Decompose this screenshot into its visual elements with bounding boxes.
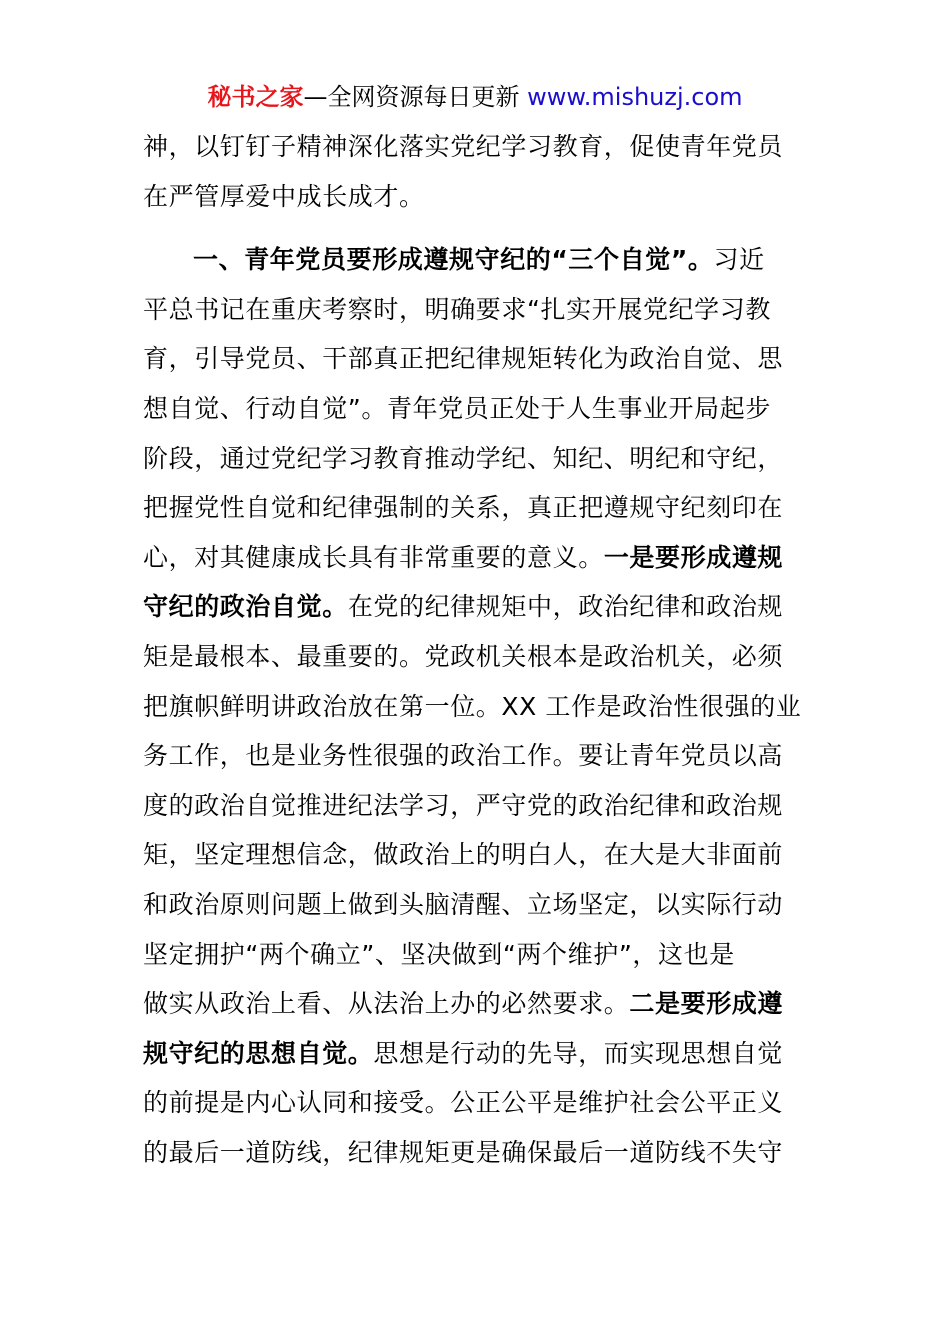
text-line: 想自觉、行动自觉”。青年党员正处于人生事业开局起步 (143, 393, 771, 423)
text-line: 务工作，也是业务性很强的政治工作。要让青年党员以高 (143, 741, 784, 771)
text-line (143, 533, 808, 583)
text-line: 平总书记在重庆考察时，明确要求“扎实开展党纪学习教 (143, 294, 771, 324)
page-header (0, 80, 950, 114)
text-line: 和政治原则问题上做到头脑清醒、立场坚定，以实际行动 (143, 889, 784, 919)
text-line: 度的政治自觉推进纪法学习，严守党的政治纪律和政治规 (143, 790, 784, 820)
header-slogan: —全网资源每日更新 (303, 83, 520, 111)
text-line: 的最后一道防线，纪律规矩更是确保最后一道防线不失守 (143, 1137, 784, 1167)
text-line: 把握党性自觉和纪律强制的关系，真正把遵规守纪刻印在 (143, 493, 784, 523)
text-line (143, 1029, 808, 1079)
text-line: 的前提是内心认同和接受。公正公平是维护社会公平正义 (143, 1088, 784, 1118)
text-line: 育，引导党员、干部真正把纪律规矩转化为政治自觉、思 (143, 344, 784, 374)
document-body (143, 122, 808, 1177)
section-heading: 一、青年党员要形成遵规守纪的“三个自觉”。 (193, 245, 714, 275)
text-line: 阶段，通过党纪学习教育推动学纪、知纪、明纪和守纪， (143, 443, 784, 473)
point-heading: 一是要形成遵规 (603, 542, 784, 572)
text-line: 在严管厚爱中成长成才。 (143, 181, 425, 211)
text-span: 心，对其健康成长具有非常重要的意义。 (143, 542, 604, 572)
text-line (143, 979, 808, 1029)
text-span: 做实从政治上看、从法治上办的必然要求。 (143, 989, 630, 1019)
text-span: 在党的纪律规矩中，政治纪律和政治规 (347, 592, 784, 622)
text-span: 习近 (713, 245, 765, 275)
text-line: 矩是最根本、最重要的。党政机关根本是政治机关，必须 (143, 641, 784, 671)
header-site-link[interactable]: www.mishuzj.com (527, 83, 743, 111)
text-line: 把旗帜鲜明讲政治放在第一位。XX 工作是政治性很强的业 (143, 691, 802, 721)
header-brand: 秘书之家 (207, 83, 304, 111)
text-line: 矩，坚定理想信念，做政治上的明白人，在大是大非面前 (143, 840, 784, 870)
point-heading: 二是要形成遵 (629, 989, 784, 1019)
text-line: 坚定拥护“两个确立”、坚决做到“两个维护”，这也是 (143, 939, 735, 969)
text-line: 神，以钉钉子精神深化落实党纪学习教育，促使青年党员 (143, 132, 784, 161)
point-heading: 守纪的政治自觉。 (143, 592, 348, 622)
text-line (143, 235, 808, 285)
text-line (143, 582, 808, 632)
paragraph-1 (143, 122, 808, 221)
paragraph-gap (143, 221, 808, 235)
paragraph-2 (143, 235, 808, 1177)
point-heading: 规守纪的思想自觉。 (143, 1038, 374, 1068)
text-span: 思想是行动的先导，而实现思想自觉 (373, 1038, 784, 1068)
